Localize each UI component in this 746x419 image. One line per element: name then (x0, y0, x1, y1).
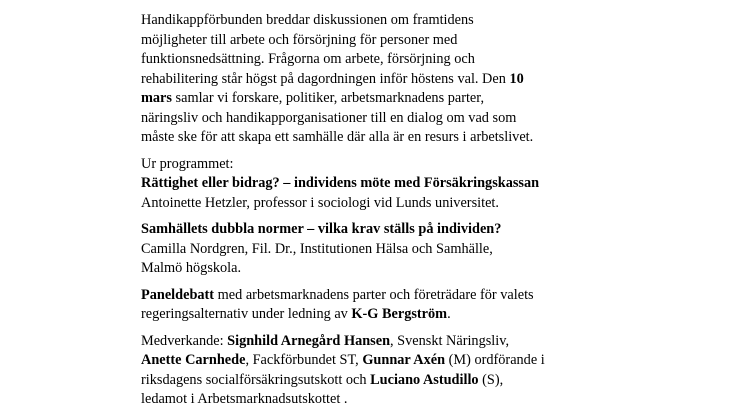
participants (141, 332, 611, 410)
intro-line-1: Handikappförbunden breddar diskussionen om framtidens (141, 12, 474, 28)
intro-line-5 (141, 89, 611, 109)
panel-line-1 (141, 286, 611, 306)
intro-line-3: funktionsnedsättning. Frågorna om arbete, försörjning och (141, 51, 475, 67)
program-section (141, 155, 611, 214)
program-item-2-speaker-line-2: Malmö högskola. (141, 260, 242, 276)
participant-2-name: Anette Carnhede (141, 352, 246, 368)
panel-debate (141, 286, 611, 325)
participant-1-org: , Svenskt Näringsliv, (390, 332, 510, 349)
document-body (141, 11, 611, 417)
participant-3-org-cont: riksdagens socialförsäkringsutskott och (141, 371, 371, 388)
panel-label: Paneldebatt (141, 286, 215, 303)
participant-3-org: (M) ordförande i (445, 352, 545, 368)
panel-line-2 (141, 305, 611, 325)
program-item-1-title: Rättighet eller bidrag? – individens möte med Försäkringskassan (141, 175, 540, 191)
event-date-day: 10 (509, 70, 524, 87)
panel-text: med arbetsmarknadens parter och företrädare för valets (214, 286, 534, 303)
panel-text: regeringsalternativ under ledning av (141, 306, 352, 322)
participant-3-name: Gunnar Axén (362, 352, 446, 368)
program-item-1-speaker: Antoinette Hetzler, professor i sociologi vid Lunds universitet. (141, 194, 499, 211)
intro-text: rehabilitering står högst på dagordningen inför höstens val. Den (141, 70, 510, 87)
program-item-2-title: Samhällets dubbla normer – vilka krav ställs på individen? (141, 221, 502, 237)
intro-line-6: näringsliv och handikapporganisationer till en dialog om vad som (141, 109, 517, 126)
intro-paragraph (141, 11, 611, 148)
program-heading: Ur programmet: (141, 155, 234, 172)
participant-2-org: , Fackförbundet ST, (245, 352, 363, 368)
participant-4-name: Luciano Astudillo (370, 371, 479, 388)
participants-line-1 (141, 332, 611, 352)
program-item-2 (141, 220, 611, 279)
intro-line-4 (141, 70, 611, 90)
panel-text-end: . (447, 306, 451, 322)
participant-4-org: (S), (478, 371, 504, 388)
participants-line-4: ledamot i Arbetsmarknadsutskottet . (141, 391, 348, 407)
participant-1-name: Signhild Arnegård Hansen (227, 332, 391, 349)
intro-text: samlar vi forskare, politiker, arbetsmarknadens parter, (171, 90, 485, 106)
participants-line-2 (141, 351, 611, 371)
event-date-month: mars (141, 90, 172, 106)
participants-label: Medverkande: (141, 332, 228, 349)
intro-line-2: möjligheter till arbete och försörjning för personer med (141, 31, 458, 48)
intro-line-7: måste ske för att skapa ett samhälle där alla är en resurs i arbetslivet. (141, 129, 534, 145)
participants-line-3 (141, 371, 611, 391)
panel-moderator: K-G Bergström (351, 306, 448, 322)
program-item-2-speaker-line-1: Camilla Nordgren, Fil. Dr., Institutionen Hälsa och Samhälle, (141, 240, 493, 257)
